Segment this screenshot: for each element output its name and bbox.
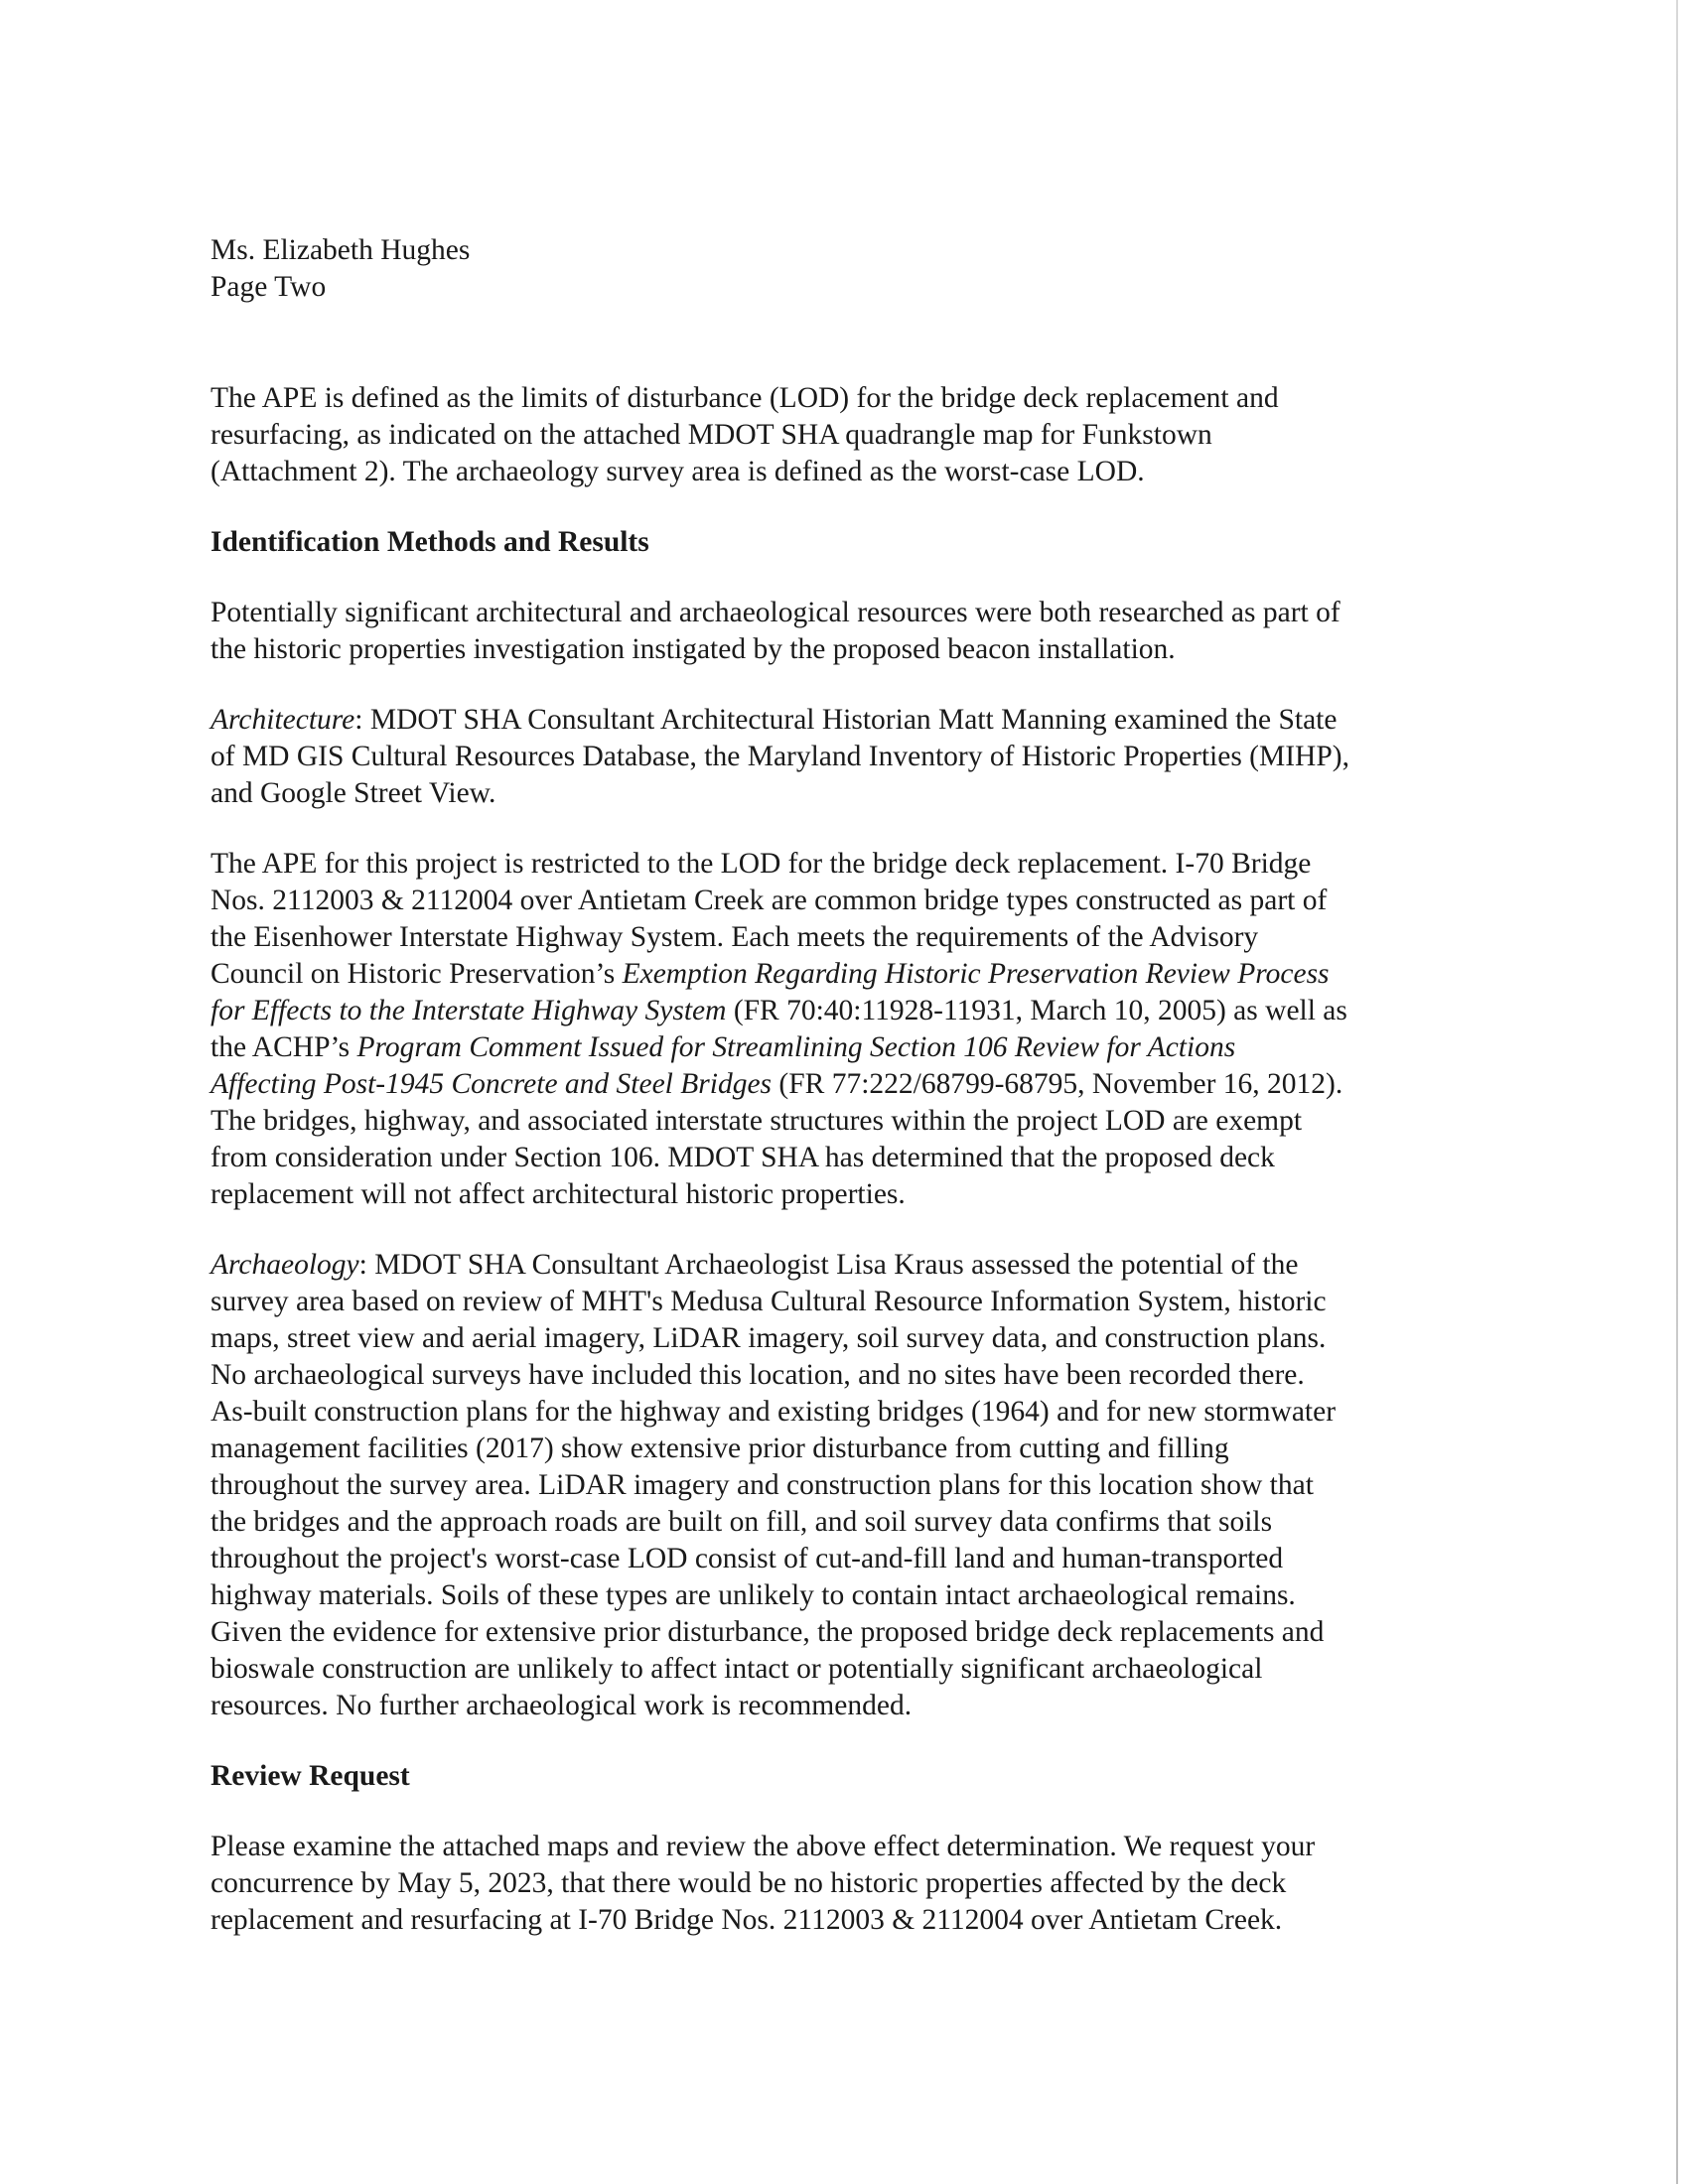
text-line: for Effects to the Interstate Highway System (FR 70:40:11928-11931, March 10, 2005) as well as	[211, 995, 1347, 1026]
text-line: bioswale construction are unlikely to affect intact or potentially significant archaeological	[211, 1653, 1263, 1685]
text-line: Archaeology: MDOT SHA Consultant Archaeologist Lisa Kraus assessed the potential of the	[211, 1249, 1299, 1281]
text-line: Nos. 2112003 & 2112004 over Antietam Creek are common bridge types constructed as part of	[211, 885, 1328, 916]
text-line: The bridges, highway, and associated interstate structures within the project LOD are exempt	[211, 1105, 1303, 1137]
recipient-name: Ms. Elizabeth Hughes	[211, 234, 471, 266]
text-line: replacement and resurfacing at I-70 Bridge Nos. 2112003 & 2112004 over Antietam Creek.	[211, 1904, 1283, 1936]
exemption-title-cont: for Effects to the Interstate Highway System	[211, 995, 727, 1026]
text-line: resources. No further archaeological work is recommended.	[211, 1690, 913, 1721]
ape-restriction-paragraph	[211, 846, 1442, 1213]
text-line: Potentially significant architectural and archaeological resources were both researched as part of	[211, 597, 1340, 628]
text-line: As-built construction plans for the highway and existing bridges (1964) and for new stormwater	[211, 1396, 1337, 1428]
text-line: Council on Historic Preservation’s Exemption Regarding Historic Preservation Review Process	[211, 958, 1330, 990]
text-line: the bridges and the approach roads are built on fill, and soil survey data confirms that soils	[211, 1506, 1273, 1538]
section-heading-review-request: Review Request	[211, 1760, 410, 1792]
text-line: Architecture: MDOT SHA Consultant Architectural Historian Matt Manning examined the State	[211, 704, 1338, 736]
text-line: maps, street view and aerial imagery, LiDAR imagery, soil survey data, and construction plans.	[211, 1322, 1327, 1354]
exemption-title: Exemption Regarding Historic Preservation Review Process	[622, 958, 1330, 990]
archaeology-label: Archaeology	[211, 1249, 359, 1281]
text-line: No archaeological surveys have included this location, and no sites have been recorded there.	[211, 1359, 1305, 1391]
text-line: the Eisenhower Interstate Highway System. Each meets the requirements of the Advisory	[211, 921, 1259, 953]
review-request-paragraph	[211, 1829, 1442, 1939]
text-line: management facilities (2017) show extensive prior disturbance from cutting and filling	[211, 1433, 1229, 1464]
text-line: replacement will not affect architectural historic properties.	[211, 1178, 906, 1210]
text-line: from consideration under Section 106. MDOT SHA has determined that the proposed deck	[211, 1142, 1275, 1173]
architecture-paragraph	[211, 702, 1442, 812]
ape-definition-paragraph	[211, 380, 1442, 490]
text-line: Given the evidence for extensive prior disturbance, the proposed bridge deck replacements and	[211, 1616, 1325, 1648]
text-line: highway materials. Soils of these types are unlikely to contain intact archaeological remains.	[211, 1579, 1296, 1611]
text-line: the historic properties investigation instigated by the proposed beacon installation.	[211, 633, 1176, 665]
text-line: of MD GIS Cultural Resources Database, the Maryland Inventory of Historic Properties (MIHP),	[211, 741, 1349, 772]
page-label: Page Two	[211, 271, 327, 303]
text-line: throughout the project's worst-case LOD consist of cut-and-fill land and human-transported	[211, 1543, 1284, 1574]
text-line: throughout the survey area. LiDAR imagery and construction plans for this location show that	[211, 1469, 1314, 1501]
program-comment-title-cont: Affecting Post-1945 Concrete and Steel Bridges	[211, 1068, 773, 1100]
letter-body	[211, 232, 1442, 1939]
architecture-label: Architecture	[211, 704, 355, 736]
text-line: Affecting Post-1945 Concrete and Steel Bridges (FR 77:222/68799-68795, November 16, 2012).	[211, 1068, 1343, 1100]
text-line: concurrence by May 5, 2023, that there would be no historic properties affected by the deck	[211, 1867, 1287, 1899]
text-line: The APE is defined as the limits of disturbance (LOD) for the bridge deck replacement and	[211, 382, 1279, 414]
program-comment-title: Program Comment Issued for Streamlining Section 106 Review for Actions	[356, 1031, 1236, 1063]
scan-edge-line	[1676, 0, 1678, 2184]
text-line: Please examine the attached maps and review the above effect determination. We request your	[211, 1831, 1316, 1862]
section-heading-identification: Identification Methods and Results	[211, 526, 649, 558]
text-line: survey area based on review of MHT's Medusa Cultural Resource Information System, historic	[211, 1286, 1327, 1317]
text-line: the ACHP’s Program Comment Issued for Streamlining Section 106 Review for Actions	[211, 1031, 1236, 1063]
text-line: (Attachment 2). The archaeology survey area is defined as the worst-case LOD.	[211, 456, 1145, 487]
page-header	[211, 232, 1442, 306]
text-line: The APE for this project is restricted to the LOD for the bridge deck replacement. I-70 Bridge	[211, 848, 1312, 880]
text-line: and Google Street View.	[211, 777, 496, 809]
archaeology-paragraph	[211, 1247, 1442, 1724]
resources-intro-paragraph	[211, 595, 1442, 668]
text-line: resurfacing, as indicated on the attached MDOT SHA quadrangle map for Funkstown	[211, 419, 1212, 451]
